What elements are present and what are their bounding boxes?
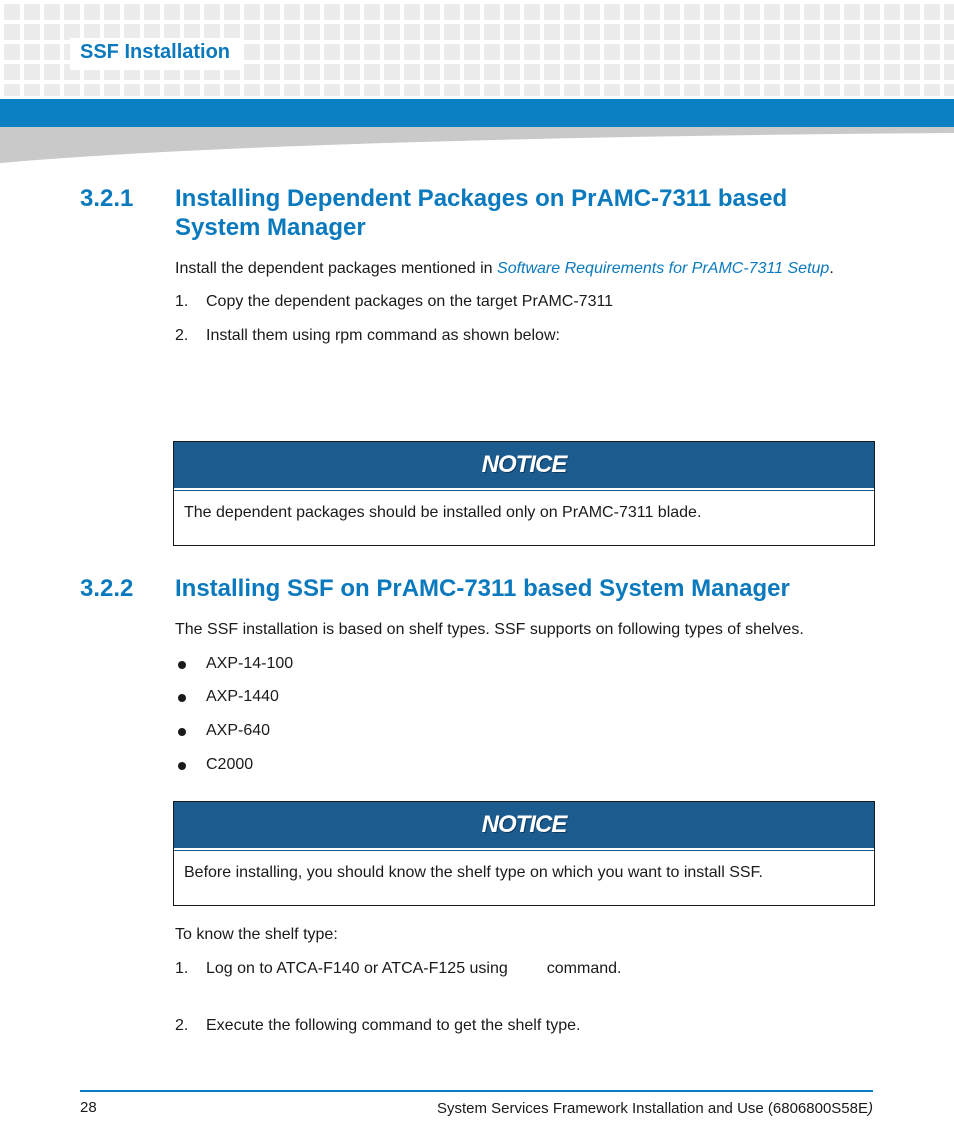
footer-rule xyxy=(80,1090,873,1092)
shelf-type: AXP-14-100 xyxy=(206,655,294,672)
software-requirements-link[interactable]: Software Requirements for PrAMC-7311 Setup xyxy=(497,260,830,277)
step-number: 1. xyxy=(175,960,189,977)
notice-box xyxy=(173,801,875,906)
intro-paragraph xyxy=(175,259,834,279)
page-number: 28 xyxy=(80,1099,97,1116)
shelf-type: AXP-1440 xyxy=(206,688,279,705)
step-number: 1. xyxy=(175,293,189,310)
document-title xyxy=(437,1100,873,1117)
section-number: 3.2.1 xyxy=(80,185,134,212)
header-section-title: SSF Installation xyxy=(80,41,231,63)
notice-body: Before installing, you should know the shelf type on which you want to install SSF. xyxy=(184,864,763,881)
notice-title: NOTICE xyxy=(481,451,567,478)
shelf-type: C2000 xyxy=(206,756,254,773)
bullet-icon xyxy=(178,694,186,702)
step-number: 2. xyxy=(175,327,189,344)
step-text: Copy the dependent packages on the target PrAMC-7311 xyxy=(206,293,614,310)
notice-header xyxy=(174,802,874,850)
notice-title: NOTICE xyxy=(481,811,567,838)
section-number: 3.2.2 xyxy=(80,575,134,602)
header-gray-swoosh xyxy=(0,127,954,167)
step-text: Install them using rpm command as shown below: xyxy=(206,327,560,344)
bullet-icon xyxy=(178,728,186,736)
notice-header xyxy=(174,442,874,490)
header-blue-band xyxy=(0,99,954,127)
know-shelf-paragraph: To know the shelf type: xyxy=(175,926,338,943)
bullet-icon xyxy=(178,661,186,669)
shelf-type: AXP-640 xyxy=(206,722,271,739)
shelf-intro-paragraph: The SSF installation is based on shelf types. SSF supports on following types of shelves. xyxy=(175,621,804,638)
section-title: Installing Dependent Packages on PrAMC-7311 based System Manager xyxy=(175,185,788,241)
step-text: Execute the following command to get the shelf type. xyxy=(206,1017,581,1034)
notice-body: The dependent packages should be installed only on PrAMC-7311 blade. xyxy=(184,504,702,521)
notice-box xyxy=(173,441,875,546)
step-text-after: command. xyxy=(546,960,622,977)
step-text-before: Log on to ATCA-F140 or ATCA-F125 using xyxy=(206,960,508,977)
document-title-text: System Services Framework Installation and Use (6806800S58E xyxy=(436,1100,868,1117)
step-number: 2. xyxy=(175,1017,189,1034)
intro-text: Install the dependent packages mentioned in xyxy=(175,260,498,277)
document-title-end: ) xyxy=(868,1100,873,1117)
bullet-icon xyxy=(178,762,186,770)
intro-period: . xyxy=(829,260,834,277)
section-title: Installing SSF on PrAMC-7311 based System Manager xyxy=(175,575,790,602)
step-text xyxy=(206,959,621,979)
